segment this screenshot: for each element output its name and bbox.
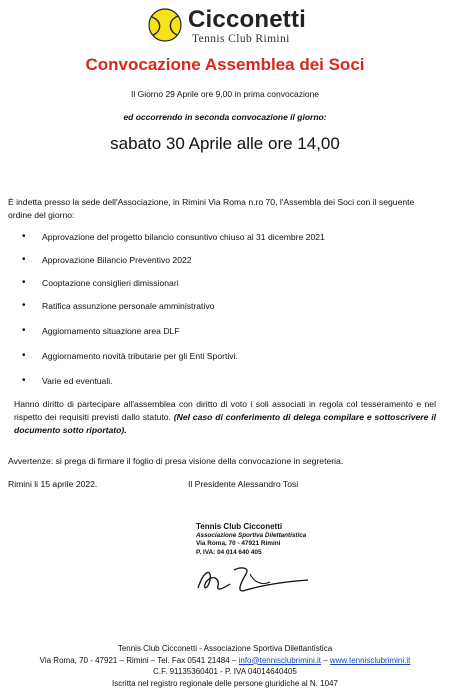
intro-paragraph: È indetta presso la sede dell'Associazione, in Rimini Via Roma n.ro 70, l'Assembla dei Soci con il seguente ordine del giorno: bbox=[8, 197, 415, 220]
club-logo bbox=[148, 6, 348, 46]
voting-rights-text: Hanno diritto di partecipare all'assemblea con diritto di voto i soli associati in regola col tesseramento e nel rispetto dei requisiti previsti dallo statuto. bbox=[14, 399, 436, 422]
voting-rights-paragraph bbox=[14, 398, 436, 437]
agenda-item: • Ratifica assunzione personale amministrativo bbox=[42, 301, 214, 311]
footer-address: Via Roma, 70 - 47921 – Rimini – Tel. Fax 0541 21484 – bbox=[39, 655, 239, 665]
tennis-ball-icon bbox=[148, 8, 182, 42]
agenda-item: • Cooptazione consiglieri dimissionari bbox=[42, 278, 179, 288]
president-name: Il Presidente Alessandro Tosi bbox=[188, 479, 299, 489]
warning-text: Avvertenze: si prega di firmare il foglio di presa visione della convocazione in segreteria. bbox=[8, 456, 344, 466]
document-title: Convocazione Assemblea dei Soci bbox=[85, 55, 365, 74]
agenda-item: • Aggiornamento situazione area DLF bbox=[42, 326, 180, 336]
footer bbox=[0, 643, 450, 689]
first-call-text: Il Giorno 29 Aprile ore 9,00 in prima convocazione bbox=[130, 89, 320, 99]
logo-subtitle: Tennis Club Rimini bbox=[192, 33, 290, 45]
website-link[interactable]: www.tennisclubrimini.it bbox=[329, 655, 411, 665]
footer-line: Iscritta nel registro regionale delle persone giuridiche al N. 1047 bbox=[112, 678, 338, 688]
stamp-line: Tennis Club Cicconetti bbox=[196, 522, 283, 531]
footer-separator: – bbox=[320, 655, 330, 665]
footer-contact-line bbox=[0, 655, 450, 667]
meeting-date: sabato 30 Aprile alle ore 14,00 bbox=[110, 134, 340, 153]
agenda-item: • Varie ed eventuali. bbox=[42, 376, 113, 386]
footer-line: C.F. 91135360401 - P. IVA 04014640405 bbox=[153, 667, 297, 676]
logo-name: Cicconetti bbox=[188, 6, 307, 33]
email-link[interactable]: info@tennisclubrimini.it bbox=[238, 655, 321, 665]
stamp-line: Associazione Sportiva Dilettantistica bbox=[196, 531, 307, 539]
place-date: Rimini li 15 aprile 2022. bbox=[8, 479, 98, 489]
club-stamp bbox=[196, 523, 306, 557]
second-call-text: ed occorrendo in seconda convocazione il giorno: bbox=[123, 112, 327, 122]
agenda-item: • Aggiornamento novità tributarie per gli Enti Sportivi. bbox=[42, 351, 238, 361]
footer-line: Tennis Club Cicconetti - Associazione Sportiva Dilettantistica bbox=[117, 644, 333, 653]
signature-icon bbox=[190, 560, 320, 600]
agenda-item: • Approvazione Bilancio Preventivo 2022 bbox=[42, 255, 192, 265]
stamp-line: Via Roma, 70 - 47921 Rimini bbox=[196, 540, 281, 547]
agenda-item: • Approvazione del progetto bilancio consuntivo chiuso al 31 dicembre 2021 bbox=[42, 232, 325, 242]
stamp-line: P. IVA: 04 014 640 405 bbox=[196, 548, 262, 556]
delegation-note: (Nel caso di conferimento di delega compilare e sottoscrivere il documento sotto riportato). bbox=[14, 412, 437, 435]
